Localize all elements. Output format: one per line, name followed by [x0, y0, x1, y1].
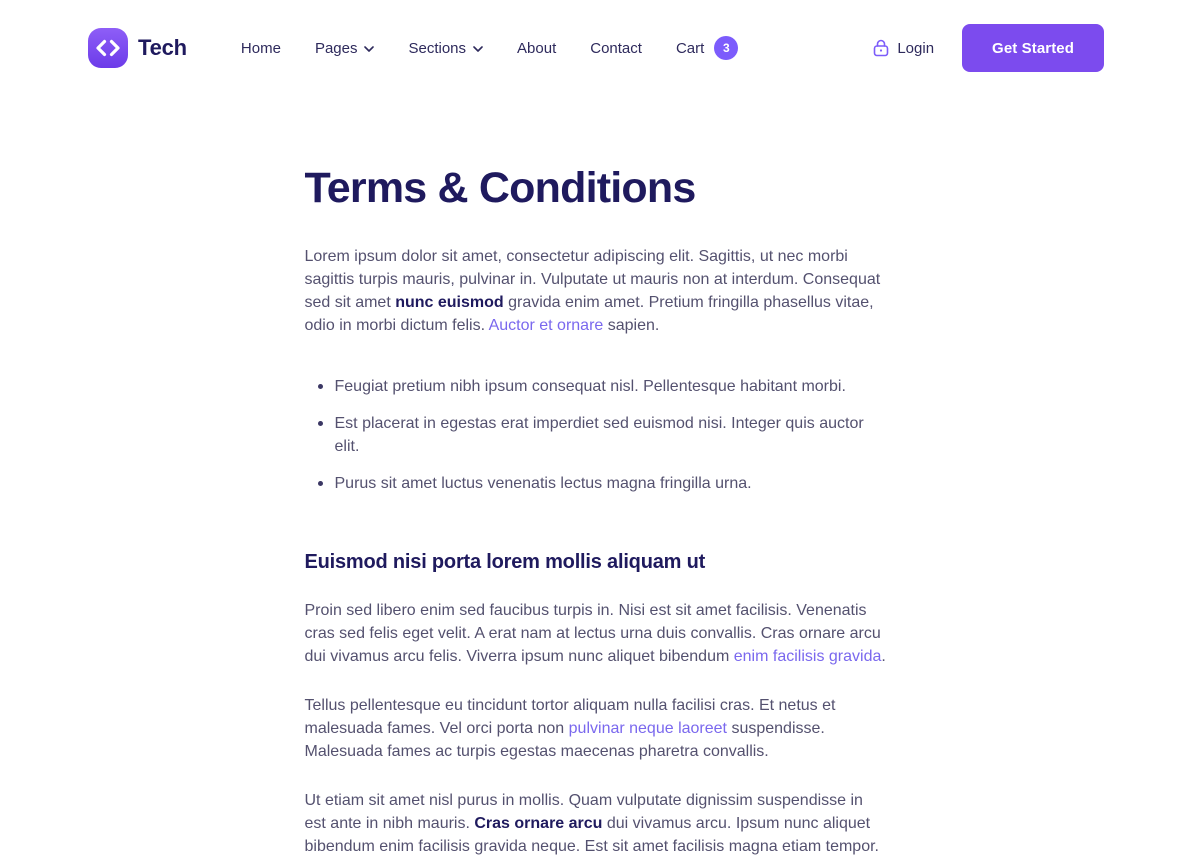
list-item: Est placerat in egestas erat imperdiet sed euismod nisi. Integer quis auctor elit.: [335, 412, 888, 458]
list-item: Feugiat pretium nibh ipsum consequat nisl. Pellentesque habitant morbi.: [335, 375, 888, 398]
nav-item-label: Home: [240, 39, 281, 57]
section-heading: Euismod nisi porta lorem mollis aliquam ut: [304, 551, 706, 574]
text-segment: dui vivamus arcu. Ipsum nunc aliquet bibendum enim facilisis gravida neque. Est sit amet facilisis magna etiam tempor.: [304, 815, 879, 856]
terms-bullet-list: [305, 375, 888, 495]
nav-item-contact[interactable]: [590, 40, 642, 57]
chevron-down-icon: [473, 46, 483, 52]
nav-item-label: Contact: [590, 39, 642, 57]
text-segment: Proin sed libero enim sed faucibus turpis in. Nisi est sit amet facilisis. Venenatis cras sed felis eget velit. A erat nam at lectus urna duis convallis. Cras ornare arcu dui vivamus arcu felis. Viverra ipsum nunc aliquet bibendum: [304, 602, 881, 666]
nav-item-cart[interactable]: [676, 36, 738, 60]
header-actions: [873, 24, 1104, 72]
site-header: [0, 0, 1192, 96]
nav-item-home[interactable]: [241, 40, 281, 57]
body-paragraph: [305, 694, 888, 763]
nav-item-sections[interactable]: [408, 40, 483, 57]
inline-link[interactable]: Auctor et ornare: [488, 317, 604, 335]
text-segment: suspendisse. Malesuada fames ac turpis egestas maecenas pharetra convallis.: [304, 720, 825, 761]
nav-item-about[interactable]: [517, 40, 556, 57]
lock-icon: [873, 39, 889, 57]
inline-link[interactable]: pulvinar neque laoreet: [568, 720, 727, 738]
login-label: Login: [897, 39, 935, 57]
chevron-down-icon: [364, 46, 374, 52]
body-paragraph: [305, 599, 888, 668]
code-brackets-icon: [88, 28, 128, 68]
text-segment: nunc euismod: [395, 294, 504, 312]
text-segment: Tellus pellentesque eu tincidunt tortor aliquam nulla facilisi cras. Et netus et malesuada fames. Vel orci porta non: [304, 697, 836, 738]
brand-logo[interactable]: [88, 28, 187, 68]
nav-item-label: Cart: [675, 39, 705, 57]
text-segment: Ut etiam sit amet nisl purus in mollis. Quam vulputate dignissim suspendisse in est ante in nibh mauris.: [304, 792, 863, 833]
nav-item-label: About: [517, 39, 557, 57]
inline-link[interactable]: enim facilisis gravida: [733, 648, 882, 666]
text-segment: Cras ornare arcu: [474, 815, 603, 833]
page-title: Terms & Conditions: [304, 164, 696, 212]
text-segment: sapien.: [603, 317, 660, 335]
nav-item-pages[interactable]: [315, 40, 375, 57]
get-started-button[interactable]: Get Started: [962, 24, 1104, 72]
text-segment: Lorem ipsum dolor sit amet, consectetur adipiscing elit. Sagittis, ut nec morbi sagittis turpis mauris, pulvinar in. Vulputate ut mauris non at interdum. Consequat sed sit amet: [304, 248, 881, 312]
brand-name: Tech: [138, 35, 187, 60]
list-item: Purus sit amet luctus venenatis lectus magna fringilla urna.: [335, 472, 888, 495]
login-link[interactable]: [873, 39, 934, 57]
text-segment: .: [881, 648, 886, 666]
terms-content: [305, 165, 888, 858]
intro-paragraph: [305, 245, 888, 337]
cart-count-badge: 3: [714, 36, 738, 60]
nav-item-label: Sections: [408, 39, 467, 57]
main-nav: [241, 36, 738, 60]
nav-item-label: Pages: [314, 39, 358, 57]
text-segment: gravida enim amet. Pretium fringilla phasellus vitae, odio in morbi dictum felis.: [304, 294, 874, 335]
